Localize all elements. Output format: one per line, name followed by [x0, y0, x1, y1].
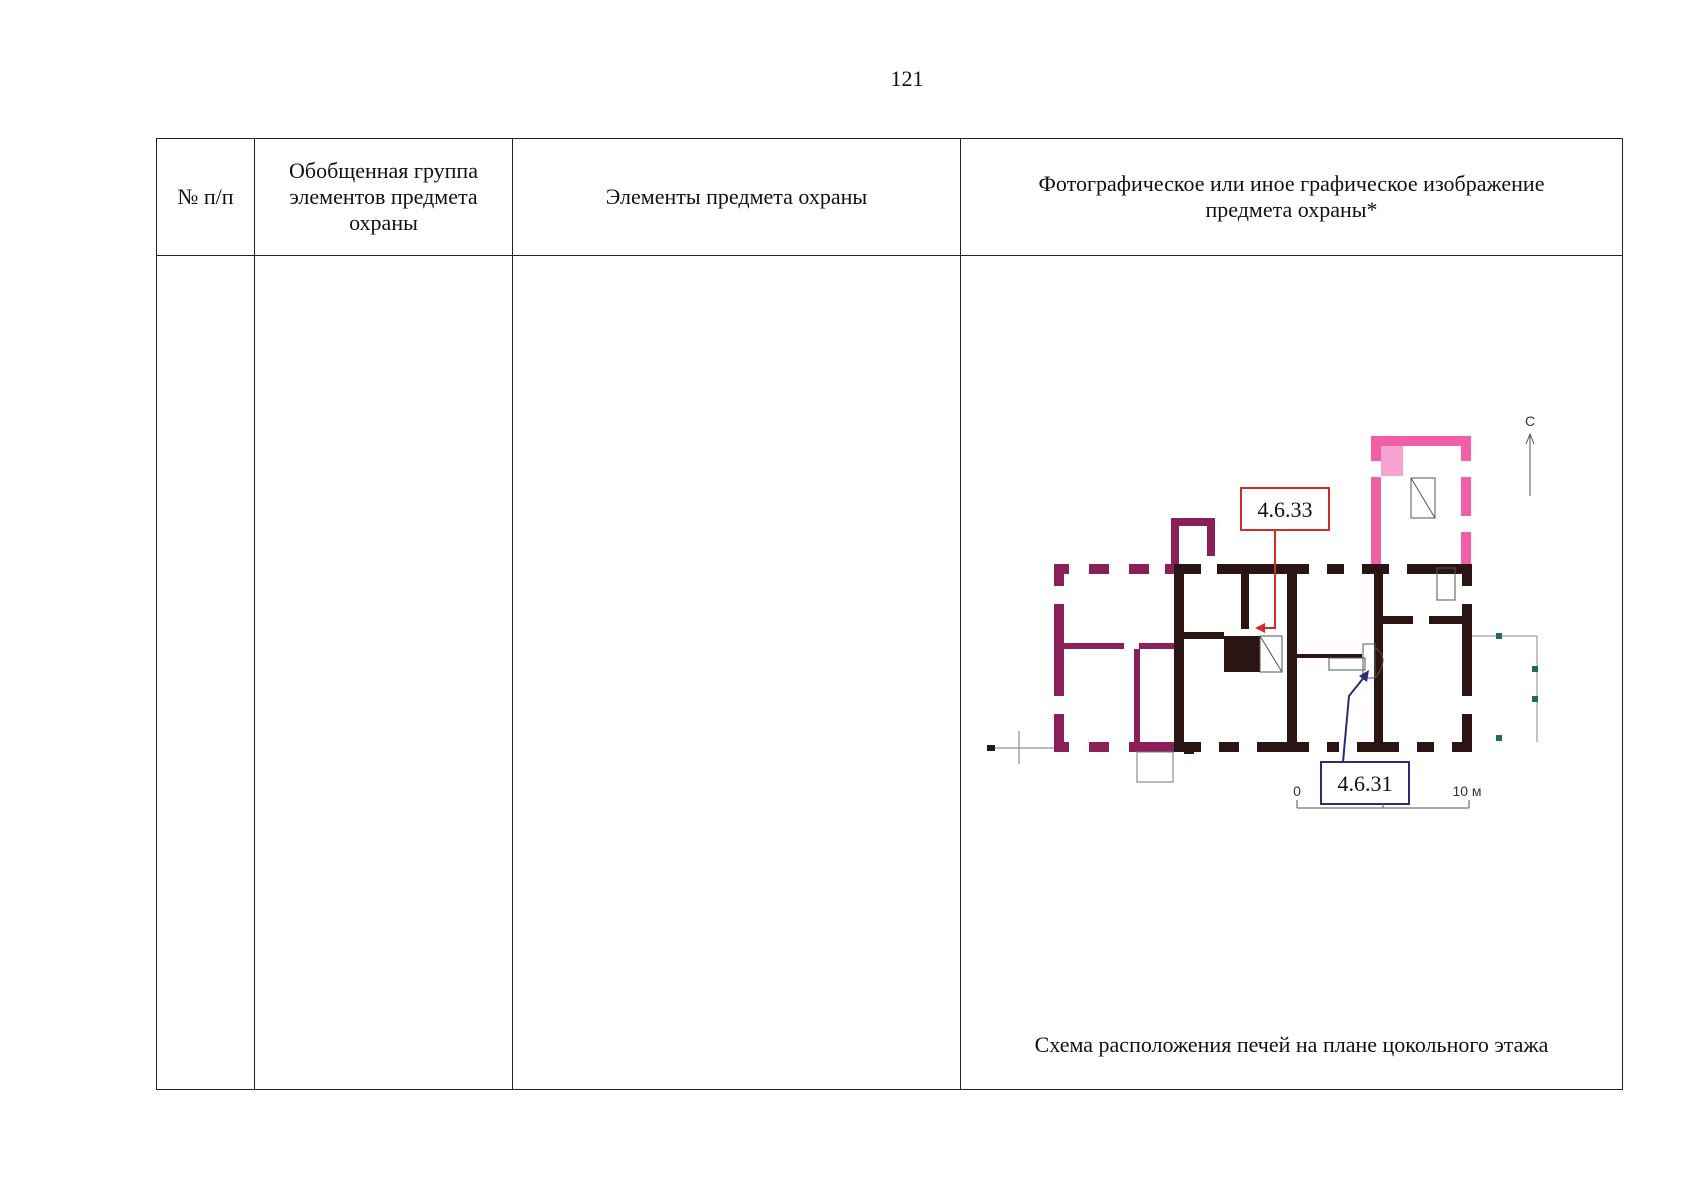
preservation-table [156, 138, 1623, 1090]
entrance-left [987, 731, 1173, 782]
north-label: С [1524, 413, 1536, 429]
cell-group [255, 256, 513, 1090]
cell-elements [513, 256, 961, 1090]
label-4-6-33 [1241, 488, 1329, 633]
scale-end-label: 10 м [1452, 783, 1482, 799]
label-4-6-31 [1321, 670, 1409, 804]
label-4-6-33-text: 4.6.33 [1257, 497, 1313, 522]
header-number: № п/п [157, 139, 255, 256]
floor-plan [979, 396, 1569, 826]
table-row [157, 256, 1623, 1090]
table-header-row [157, 139, 1623, 256]
header-image: Фотографическое или иное графическое изображение предмета охраны* [961, 139, 1623, 256]
porch [1472, 633, 1538, 742]
cell-number [157, 256, 255, 1090]
label-4-6-31-text: 4.6.31 [1337, 771, 1393, 796]
page-number: 121 [890, 66, 924, 91]
figure-caption: Схема расположения печей на плане цокольного этажа [1034, 1032, 1549, 1057]
header-group: Обобщенная группа элементов предмета охраны [255, 139, 513, 256]
wall-pink [1371, 436, 1471, 564]
header-elements: Элементы предмета охраны [513, 139, 961, 256]
north-arrow [1525, 413, 1535, 496]
wall-dark [1174, 564, 1472, 754]
cell-image [961, 256, 1623, 1090]
scale-start-label: 0 [1293, 783, 1301, 799]
